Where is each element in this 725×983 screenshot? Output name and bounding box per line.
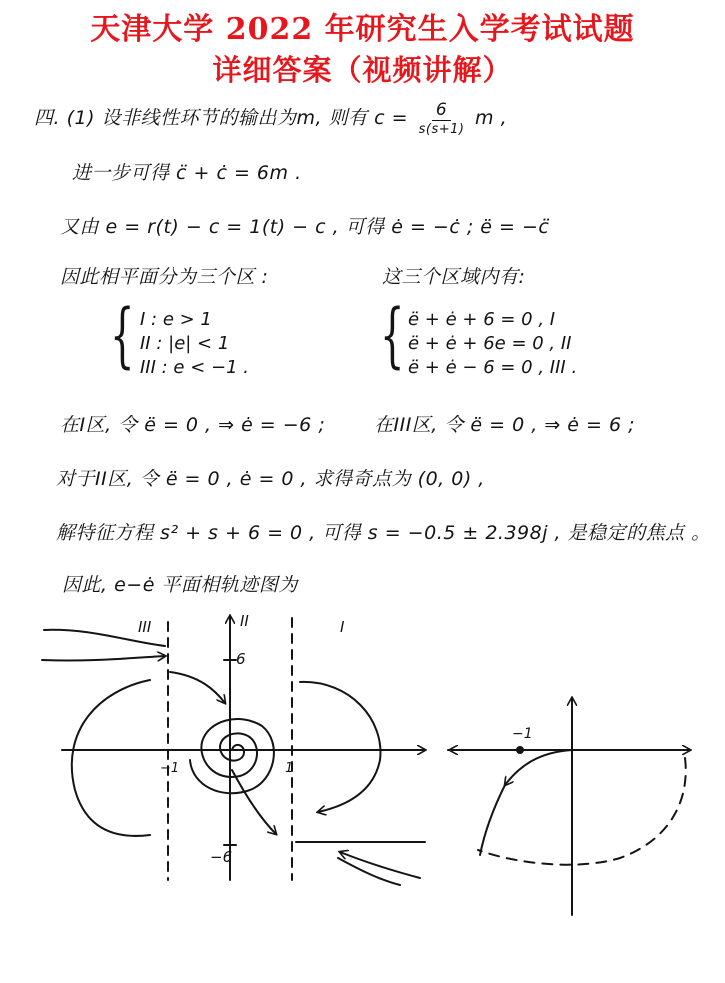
right-traj-1 (505, 750, 572, 785)
traj-i-arc (300, 682, 380, 812)
solution-line-6-left: 在I区, 令 ë = 0 , ⇒ ė = −6 ; (60, 414, 326, 436)
traj-exit-bottom (232, 770, 276, 834)
fraction-denominator: s(s+1) (418, 122, 465, 137)
equation-1: ë + ė + 6 = 0 , I (408, 309, 556, 330)
tick-label-6: 6 (236, 650, 246, 668)
solution-line-6-right: 在III区, 令 ë = 0 , ⇒ ė = 6 ; (374, 414, 636, 436)
left-brace: { (110, 294, 135, 376)
right-tick-neg1: −1 (512, 726, 533, 742)
solution-line-4-right: 这三个区域内有: (382, 266, 526, 288)
region-1: I : e > 1 (140, 309, 212, 330)
region-label-iii: III (138, 618, 152, 636)
solution-line-4-left: 因此相平面分为三个区 : (60, 266, 269, 288)
traj-iii-2 (42, 656, 165, 661)
line1-tail: m , (475, 107, 508, 129)
region-label-i: I (340, 618, 345, 636)
tick-label-neg1: −1 (160, 761, 180, 776)
tick-label-1: 1 (285, 761, 294, 776)
page-subtitle: 详细答案（视频讲解） (212, 53, 513, 87)
page-title: 天津大学 2022 年研究生入学考试试题 (90, 12, 635, 47)
spiral-focus (190, 719, 274, 793)
tick-label-neg6: −6 (210, 848, 233, 866)
traj-entry-top (170, 672, 225, 703)
line1-text: 四. (1) 设非线性环节的输出为m, 则有 c = (34, 107, 409, 129)
solution-line-2: 进一步可得 c̈ + ċ = 6m . (72, 162, 302, 184)
region-3: III : e < −1 . (140, 357, 250, 378)
region-label-ii: II (240, 612, 249, 630)
fraction-numerator: 6 (432, 100, 451, 121)
right-brace: { (380, 294, 405, 376)
right-traj-2 (480, 785, 505, 855)
equation-2: ë + ė + 6e = 0 , II (408, 333, 572, 354)
equilibrium-point (517, 747, 523, 753)
solution-line-3: 又由 e = r(t) − c = 1(t) − c , 可得 ė = −ċ ; ë = −c̈ (60, 216, 550, 238)
equation-3: ë + ė − 6 = 0 , III . (408, 357, 578, 378)
solution-line-9: 因此, e−ė 平面相轨迹图为 (62, 574, 298, 596)
traj-iii-arc (72, 680, 150, 836)
region-2: II : |e| < 1 (140, 333, 230, 354)
right-traj-dashed (478, 758, 686, 865)
solution-line-7: 对于II区, 令 ë = 0 , ė = 0 , 求得奇点为 (0, 0) , (56, 468, 485, 490)
solution-line-8: 解特征方程 s² + s + 6 = 0 , 可得 s = −0.5 ± 2.398j , 是稳定的焦点 。 (56, 522, 711, 544)
